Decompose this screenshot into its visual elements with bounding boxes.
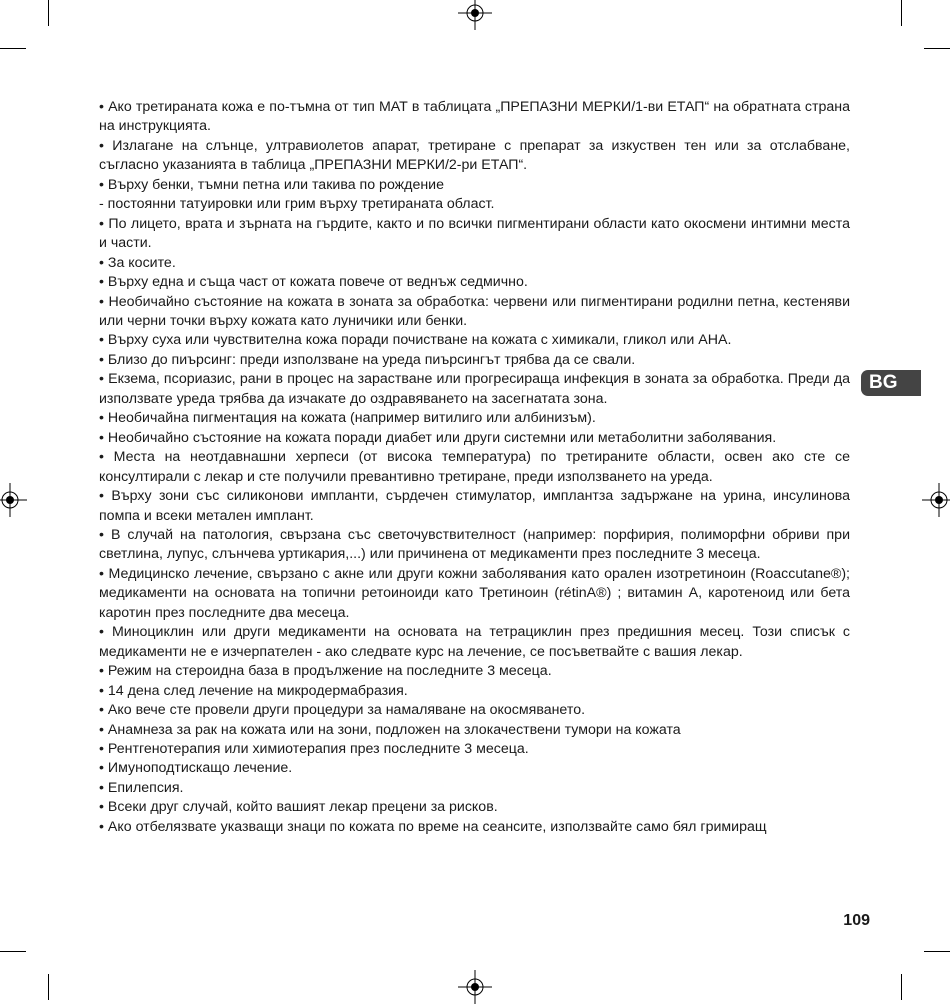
list-item: • 14 дена след лечение на микродермабразия.	[99, 682, 408, 699]
list-item: • Върху суха или чувствителна кожа поради почистване на кожата с химикали, гликол или AHA.	[99, 332, 732, 349]
list-item: • Необичайно състояние на кожата в зоната за обработка: червени или пигментирани родилни петна, кестеняви или черни точки върху кожата като луничики или бенки.	[99, 293, 850, 329]
list-item: • Режим на стероидна база в продължение на последните 3 месеца.	[99, 663, 552, 680]
list-item: • Близо до пиърсинг: преди използване на уреда пиърсингът трябва да се свали.	[99, 351, 636, 368]
list-item: • Медицинско лечение, свързано с акне или други кожни заболявания като орален изотретиноин (Roaccutane®); медикаменти на основата на топични ретоиноиди като Третиноин (rétinA®) ; витамин A, каротеноид или бета каротин през последните два месеца.	[99, 565, 850, 621]
registration-mark-top-icon	[458, 0, 492, 30]
list-item: • За косите.	[99, 254, 176, 271]
list-item: • Ако вече сте провели други процедури за намаляване на окосмяването.	[99, 702, 586, 719]
list-item: - постоянни татуировки или грим върху третираната област.	[99, 196, 495, 213]
page-number: 109	[843, 912, 870, 929]
list-item: • Ако отбелязвате указващи знаци по кожата по време на сеансите, използвайте само бял гримиращ	[99, 818, 767, 835]
language-tab: BG	[861, 370, 921, 396]
list-item: • Рентгенотерапия или химиотерапия през последните 3 месеца.	[99, 740, 529, 757]
crop-mark-bottom-left-v	[48, 974, 49, 1000]
crop-mark-top-right-h	[924, 48, 950, 49]
list-item: • Върху зони със силиконови импланти, сърдечен стимулатор, имплантза задържане на урина, инсулинова помпа и всеки метален имплант.	[99, 488, 850, 524]
list-item: • Имуноподтискащо лечение.	[99, 760, 293, 777]
list-item: • Всеки друг случай, който вашият лекар прецени за рисков.	[99, 799, 498, 816]
list-item: • Екзема, псориазис, рани в процес на зарастване или прогресираща инфекция в зоната за обработка. Преди да използвате уреда трябва да изчакате до оздравяването на засегнатата зона.	[99, 371, 850, 407]
crop-mark-top-left-h	[0, 48, 26, 49]
crop-mark-top-right-v	[901, 0, 902, 26]
list-item: • Миноциклин или други медикаменти на основата на тетрациклин през предишния месец. Този списък с медикаменти не е изчерпателен - ако следвате курс на лечение, се посъветвайте с вашия лекар.	[99, 624, 850, 660]
list-item: • Върху бенки, тъмни петна или такива по рождение	[99, 176, 444, 193]
registration-mark-bottom-icon	[458, 970, 492, 1004]
registration-mark-left-icon	[0, 483, 27, 517]
list-item: • В случай на патология, свързана със светочувствителност (например: порфирия, полиморфни обриви при светлина, лупус, слънчева уртикария,...) или причинена от медикаменти през последните 3 месеца.	[99, 526, 850, 563]
crop-mark-bottom-right-h	[924, 951, 950, 952]
registration-mark-right-icon	[922, 483, 950, 517]
list-item: • Ако третираната кожа е по-тъмна от тип МАТ в таблицата „ПРЕПАЗНИ МЕРКИ/1-ви ЕТАП“ на обратната страна на инструкцията.	[99, 99, 850, 135]
list-item: • Необичайна пигментация на кожата (например витилиго или албинизъм).	[99, 410, 596, 427]
list-item: • Необичайно състояние на кожата поради диабет или други системни или метаболитни заболявания.	[99, 429, 777, 446]
crop-mark-top-left-v	[48, 0, 49, 26]
list-item: • Излагане на слънце, ултравиолетов апарат, третиране с препарат за изкуствен тен или за отслабване, съгласно указанията в таблица „ПРЕПАЗНИ МЕРКИ/2-ри ЕТАП“.	[99, 137, 850, 174]
list-item: • Епилепсия.	[99, 779, 184, 796]
list-item: • Места на неотдавнашни херпеси (от висока температура) по третираните области, освен ако сте се консултирали с лекар и сте получили превантивно третиране, преди използването на уреда.	[99, 449, 850, 485]
list-item: • Върху една и съща част от кожата повече от веднъж седмично.	[99, 274, 528, 291]
crop-mark-bottom-left-h	[0, 951, 26, 952]
precautions-list	[99, 98, 850, 837]
list-item: • Анамнеза за рак на кожата или на зони, подложен на злокачествени тумори на кожата	[99, 721, 681, 738]
crop-mark-bottom-right-v	[901, 974, 902, 1000]
list-item: • По лицето, врата и зърната на гърдите, както и по всички пигментирани области като окосмени интимни места и части.	[99, 215, 850, 252]
